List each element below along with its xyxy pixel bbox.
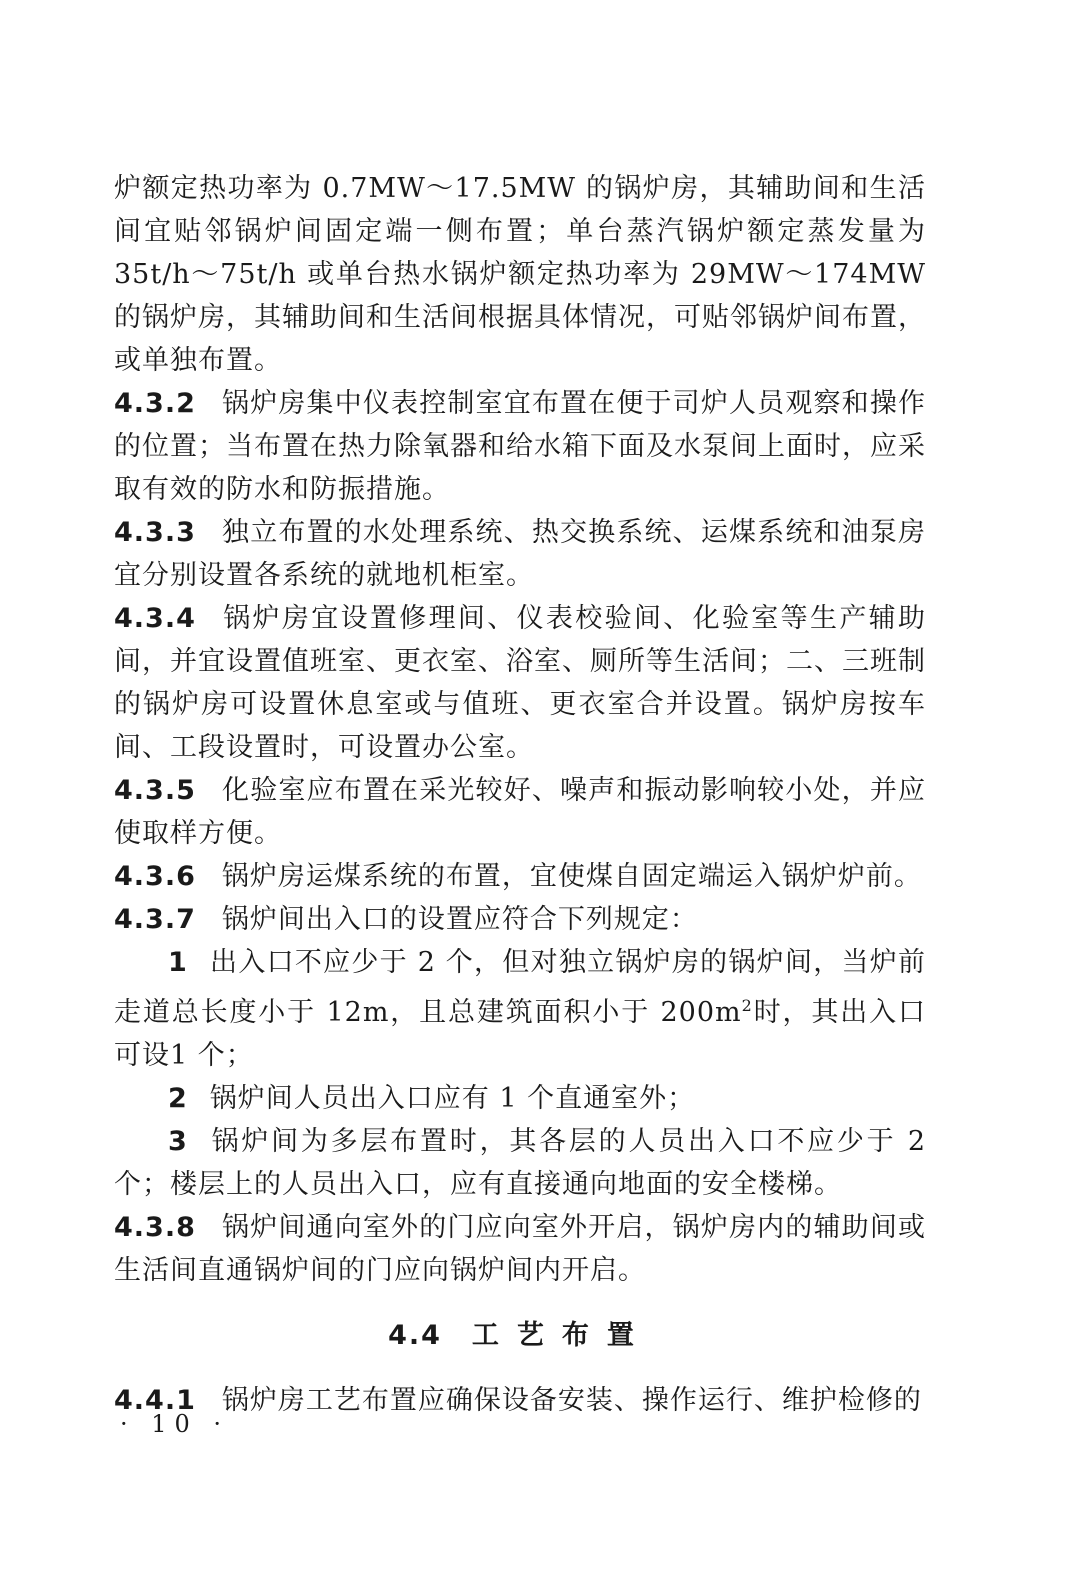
clause-number: 4.3.6 <box>114 861 196 892</box>
clause-number: 4.3.5 <box>114 775 196 806</box>
item-text: 锅炉间为多层布置时，其各层的人员出入口不应少于 2个；楼层上的人员出入口，应有直接通向地面的安全楼梯。 <box>114 1126 926 1200</box>
clause-number: 4.3.4 <box>114 603 196 634</box>
list-item-1 <box>114 941 926 1077</box>
clause-4-3-8 <box>114 1206 926 1292</box>
item-number: 2 <box>168 1083 188 1114</box>
list-item-3 <box>114 1120 926 1206</box>
clause-text: 化验室应布置在采光较好、噪声和振动影响较小处，并应使取样方便。 <box>114 775 926 849</box>
clause-text: 锅炉房运煤系统的布置，宜使煤自固定端运入锅炉炉前。 <box>221 861 922 892</box>
clause-text: 锅炉房宜设置修理间、仪表校验间、化验室等生产辅助间，并宜设置值班室、更衣室、浴室、厕所等生活间；二、三班制的锅炉房可设置休息室或与值班、更衣室合并设置。锅炉房按车间、工段设置时，可设置办公室。 <box>114 603 926 763</box>
item-text-before: 出入口不应少于 2 个，但对独立锅炉房的锅炉间，当炉前走道总长度小于 12m，且总建筑面积小于 200m <box>114 947 926 1028</box>
clause-number: 4.3.7 <box>114 904 196 935</box>
clause-4-3-2 <box>114 382 926 511</box>
clause-text: 锅炉间出入口的设置应符合下列规定： <box>221 904 698 935</box>
item-number: 1 <box>168 947 188 978</box>
list-item-2 <box>114 1077 926 1120</box>
page-number: · 10 · <box>120 1410 230 1438</box>
clause-number: 4.4.1 <box>114 1385 196 1416</box>
item-text: 锅炉间人员出入口应有 1 个直通室外； <box>209 1083 696 1114</box>
clause-4-3-7 <box>114 898 926 941</box>
clause-4-4-1 <box>114 1379 926 1422</box>
clause-number: 4.3.8 <box>114 1212 196 1243</box>
intro-paragraph: 炉额定热功率为 0.7MW～17.5MW 的锅炉房，其辅助间和生活间宜贴邻锅炉间固定端一侧布置；单台蒸汽锅炉额定蒸发量为35t/h～75t/h 或单台热水锅炉额定热功率为 29MW～174MW 的锅炉房，其辅助间和生活间根据具体情况，可贴邻锅炉间布置，或单独布置。 <box>114 173 926 376</box>
clause-4-3-4 <box>114 597 926 769</box>
item-number: 3 <box>168 1126 188 1157</box>
item-text-after: 时，其出入口可设1 个； <box>114 997 926 1071</box>
clause-text: 独立布置的水处理系统、热交换系统、运煤系统和油泵房宜分别设置各系统的就地机柜室。 <box>114 517 926 591</box>
page-body <box>114 167 926 1422</box>
clause-text: 锅炉间通向室外的门应向室外开启，锅炉房内的辅助间或生活间直通锅炉间的门应向锅炉间内开启。 <box>114 1212 926 1286</box>
clause-4-3-3 <box>114 511 926 597</box>
clause-text: 锅炉房集中仪表控制室宜布置在便于司炉人员观察和操作的位置；当布置在热力除氧器和给水箱下面及水泵间上面时，应采取有效的防水和防振措施。 <box>114 388 926 505</box>
section-title: 工艺布置 <box>471 1320 652 1351</box>
clause-text: 锅炉房工艺布置应确保设备安装、操作运行、维护检修的 <box>221 1385 922 1416</box>
clause-4-3-6 <box>114 855 926 898</box>
section-number: 4.4 <box>388 1320 442 1351</box>
superscript: 2 <box>741 996 753 1015</box>
clause-number: 4.3.2 <box>114 388 196 419</box>
clause-4-3-5 <box>114 769 926 855</box>
clause-number: 4.3.3 <box>114 517 196 548</box>
section-heading <box>114 1314 926 1357</box>
